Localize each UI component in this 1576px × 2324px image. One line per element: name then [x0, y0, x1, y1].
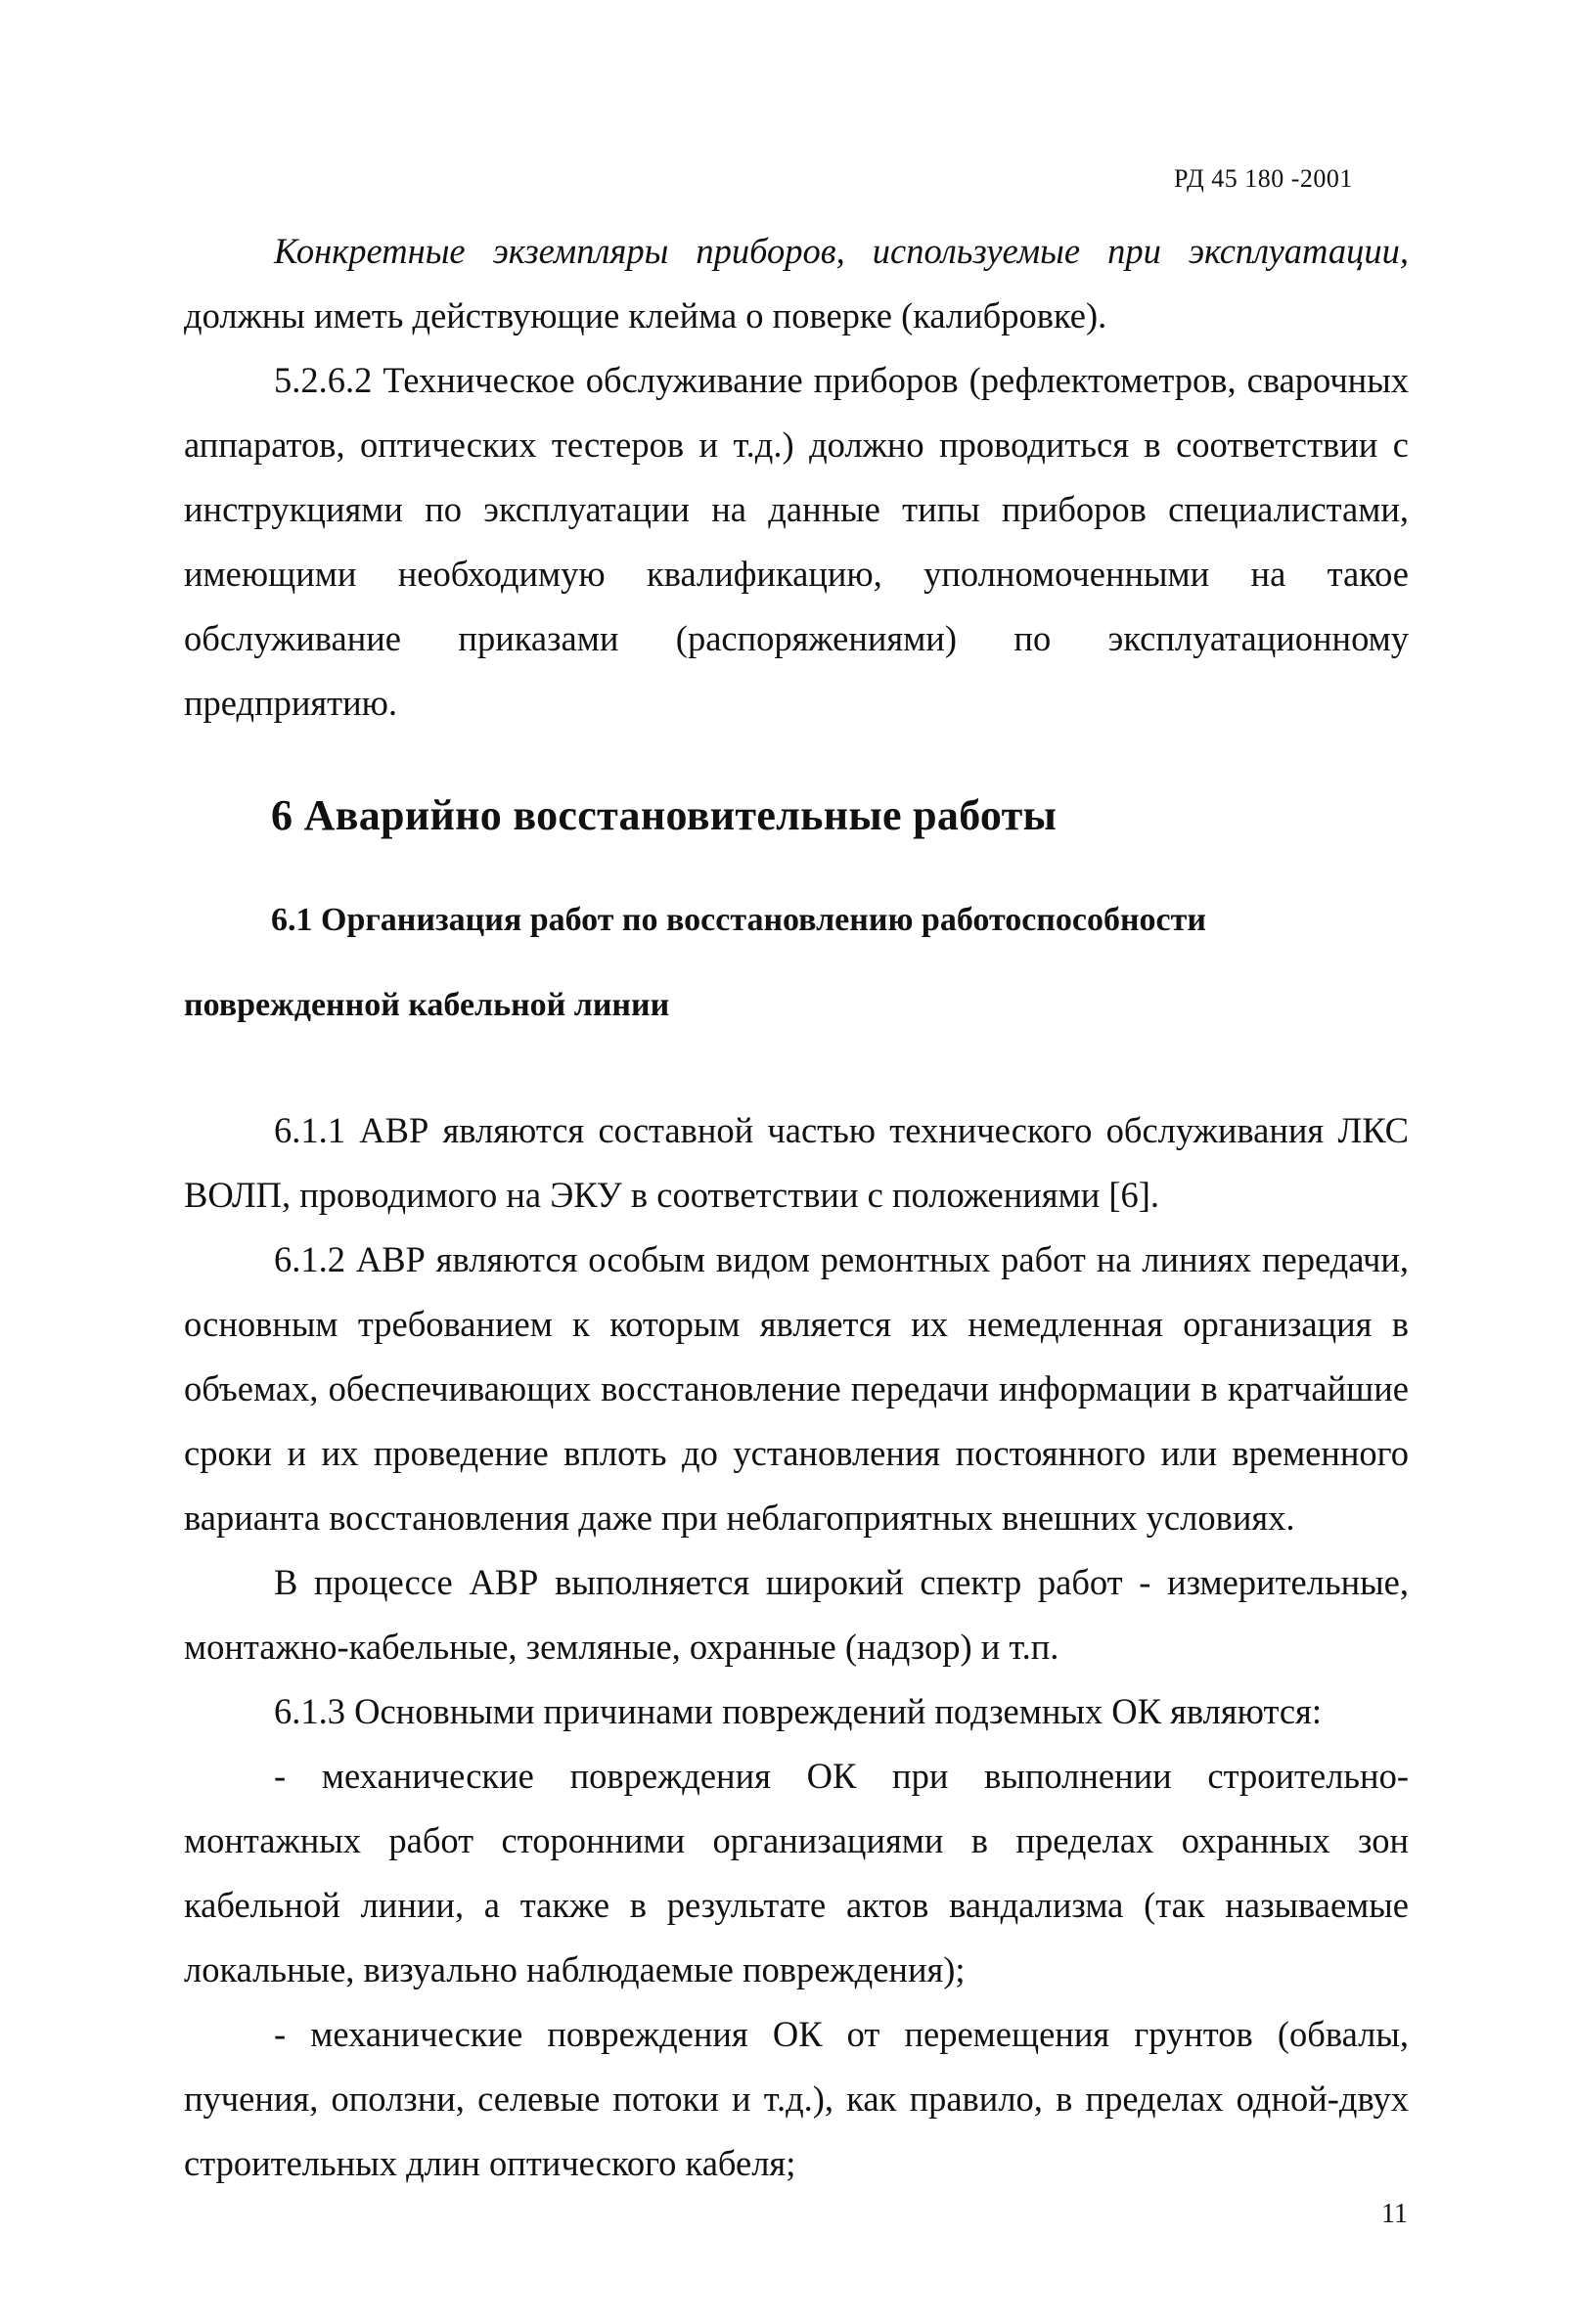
paragraph-avr-process: В процессе АВР выполняется широкий спектр работ - измерительные, монтажно-кабельные, земляные, охранные (надзор) и т.п.	[184, 1562, 1409, 1667]
paragraph-6-1-2: 6.1.2 АВР являются особым видом ремонтных работ на линиях передачи, основным требованием к которым является их немедленная организация в объемах, обеспечивающих восстановление передачи информации в кратчайшие сроки и их проведение вплоть до установления постоянного или временного варианта восстановления даже при неблагоприятных внешних условиях.	[184, 1239, 1409, 1538]
list-item-ground-movement: - механические повреждения ОК от перемещения грунтов (обвалы, пучения, оползни, селевые потоки и т.д.), как правило, в пределах одной-двух строительных длин оптического кабеля;	[184, 2014, 1409, 2183]
body-top	[184, 219, 1409, 736]
body-bottom	[184, 1098, 1409, 2196]
paragraph-regular-part: должны иметь действующие клейма о поверке (калибровке).	[184, 295, 1107, 335]
paragraph-6-1-3: 6.1.3 Основными причинами повреждений подземных ОК являются:	[274, 1691, 1322, 1731]
list-item-mechanical-works: - механические повреждения ОК при выполнении строительно-монтажных работ сторонними организациями в пределах охранных зон кабельной линии, а также в результате актов вандализма (так называемые локальные, визуально наблюдаемые повреждения);	[184, 1756, 1409, 1989]
section-title: 6 Аварийно восстановительные работы	[271, 791, 1058, 839]
subsection-title-line1: 6.1 Организация работ по восстановлению работоспособности	[271, 902, 1206, 938]
paragraph-5-2-6-2: 5.2.6.2 Техническое обслуживание приборов (рефлектометров, сварочных аппаратов, оптических тестеров и т.д.) должно проводиться в соответствии с инструкциями по эксплуатации на данные типы приборов специалистами, имеющими необходимую квалификацию, уполномоченными на такое обслуживание приказами (распоряжениями) по эксплуатационному предприятию.	[184, 360, 1409, 723]
document-code: РД 45 180 -2001	[1174, 164, 1353, 193]
paragraph-6-1-1: 6.1.1 АВР являются составной частью технического обслуживания ЛКС ВОЛП, проводимого на ЭКУ в соответствии с положениями [6].	[184, 1110, 1409, 1215]
paragraph-instruments-marks	[184, 219, 1409, 348]
paragraph-italic-part: Конкретные экземпляры приборов, используемые при эксплуатации,	[274, 231, 1409, 271]
subsection-title-line2: поврежденной кабельной линии	[184, 987, 670, 1023]
page-number: 11	[1381, 2199, 1408, 2229]
